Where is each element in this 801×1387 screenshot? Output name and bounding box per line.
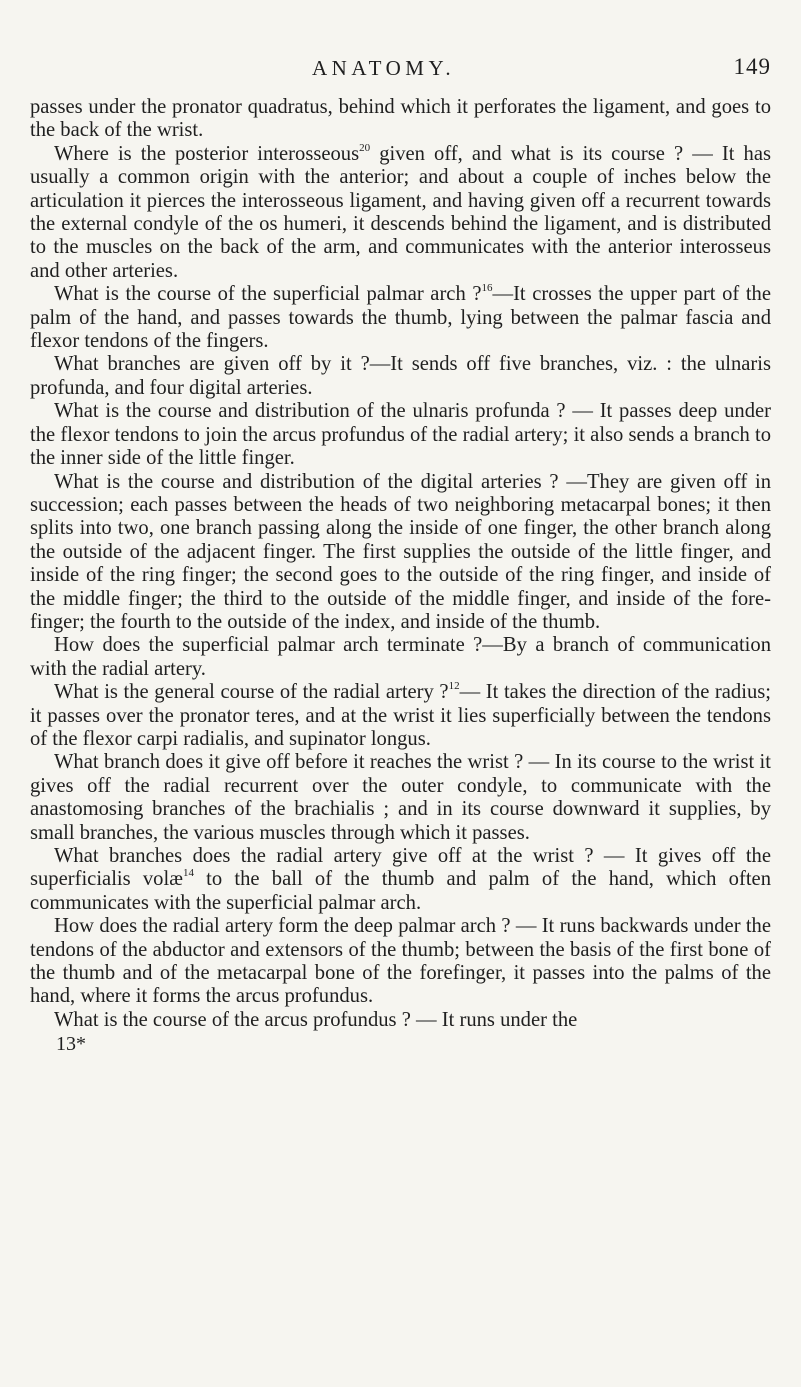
signature-mark: 13*: [56, 1033, 86, 1056]
paragraph-11: How does the radial artery form the deep palmar arch ? — It runs backwards under the tendons of the abductor and extensors of the thumb; between the basis of the first bone of the thumb and of the metacarpal bone of the forefinger, it passes into the palms of the hand, where it forms the arcus profundus.: [30, 915, 771, 1008]
paragraph-8: What is the general course of the radial artery ?$^{12}$— It takes the direction of the radius; it passes over the pronator teres, and at the wrist it lies superficially between the tendons of the flexor carpi radialis, and supinator longus.: [30, 680, 771, 750]
footnote-ref: 12: [448, 680, 460, 693]
paragraph-4: What branches are given off by it ?—It sends off five branches, viz. : the ulnaris profunda, and four digital arteries.: [30, 353, 771, 399]
footnote-ref: 20: [359, 141, 371, 154]
paragraph-12: What is the course of the arcus profundus ? — It runs under the: [54, 1008, 578, 1031]
paragraph-10: What branches does the radial artery give off at the wrist ? — It gives off the superficialis volæ$^{14}$ to the ball of the thumb and palm of the hand, which often communicates with the superficial palmar arch.: [30, 845, 771, 914]
running-head-title: ANATOMY.: [312, 56, 456, 80]
paragraph-6: What is the course and distribution of the digital arteries ? —They are given off in succession; each passes between the heads of two neighboring metacarpal bones; it then splits into two, one branch passing along the inside of one finger, the other branch along the outside of the adjacent finger. The first supplies the outside of the little finger, and inside of the ring finger; the second goes to the outside of the ring finger, and inside of the middle finger; the third to the outside of the middle finger, and inside of the fore-finger; the fourth to the outside of the index, and inside of the thumb.: [30, 470, 771, 633]
footnote-ref: 16: [481, 282, 493, 295]
paragraph-7: How does the superficial palmar arch terminate ?—By a branch of communication with the radial artery.: [30, 634, 771, 680]
body-text: [30, 96, 771, 1032]
paragraph-5: What is the course and distribution of the ulnaris profunda ? — It passes deep under the flexor tendons to join the arcus profundus of the radial artery; it also sends a branch to the inner side of the little finger.: [30, 400, 771, 470]
running-head: [30, 50, 771, 84]
paragraph-3: What is the course of the superficial palmar arch ?$^{16}$—It crosses the upper part of the palm of the hand, and passes towards the thumb, lying between the palmar fascia and flexor tendons of the fingers.: [30, 282, 771, 353]
paragraph-1: passes under the pronator quadratus, behind which it perforates the ligament, and goes to the back of the wrist.: [30, 96, 771, 142]
page-number: 149: [733, 54, 771, 79]
footnote-ref: 14: [182, 867, 194, 880]
paragraph-9: What branch does it give off before it reaches the wrist ? — In its course to the wrist it gives off the radial recurrent over the outer condyle, to communicate with the anastomosing branches of the brachialis ; and in its course downward it supplies, by small branches, the various muscles through which it passes.: [30, 751, 771, 844]
paragraph-2: Where is the posterior interosseous$^{20}$ given off, and what is its course ? — It has usually a common origin with the anterior; and about a couple of inches below the articulation it pierces the interosseous ligament, and having given off a recurrent towards the external condyle of the os humeri, it descends behind the ligament, and is distributed to the muscles on the back of the arm, and communicates with the anterior interosseus and other arteries.: [30, 141, 771, 282]
